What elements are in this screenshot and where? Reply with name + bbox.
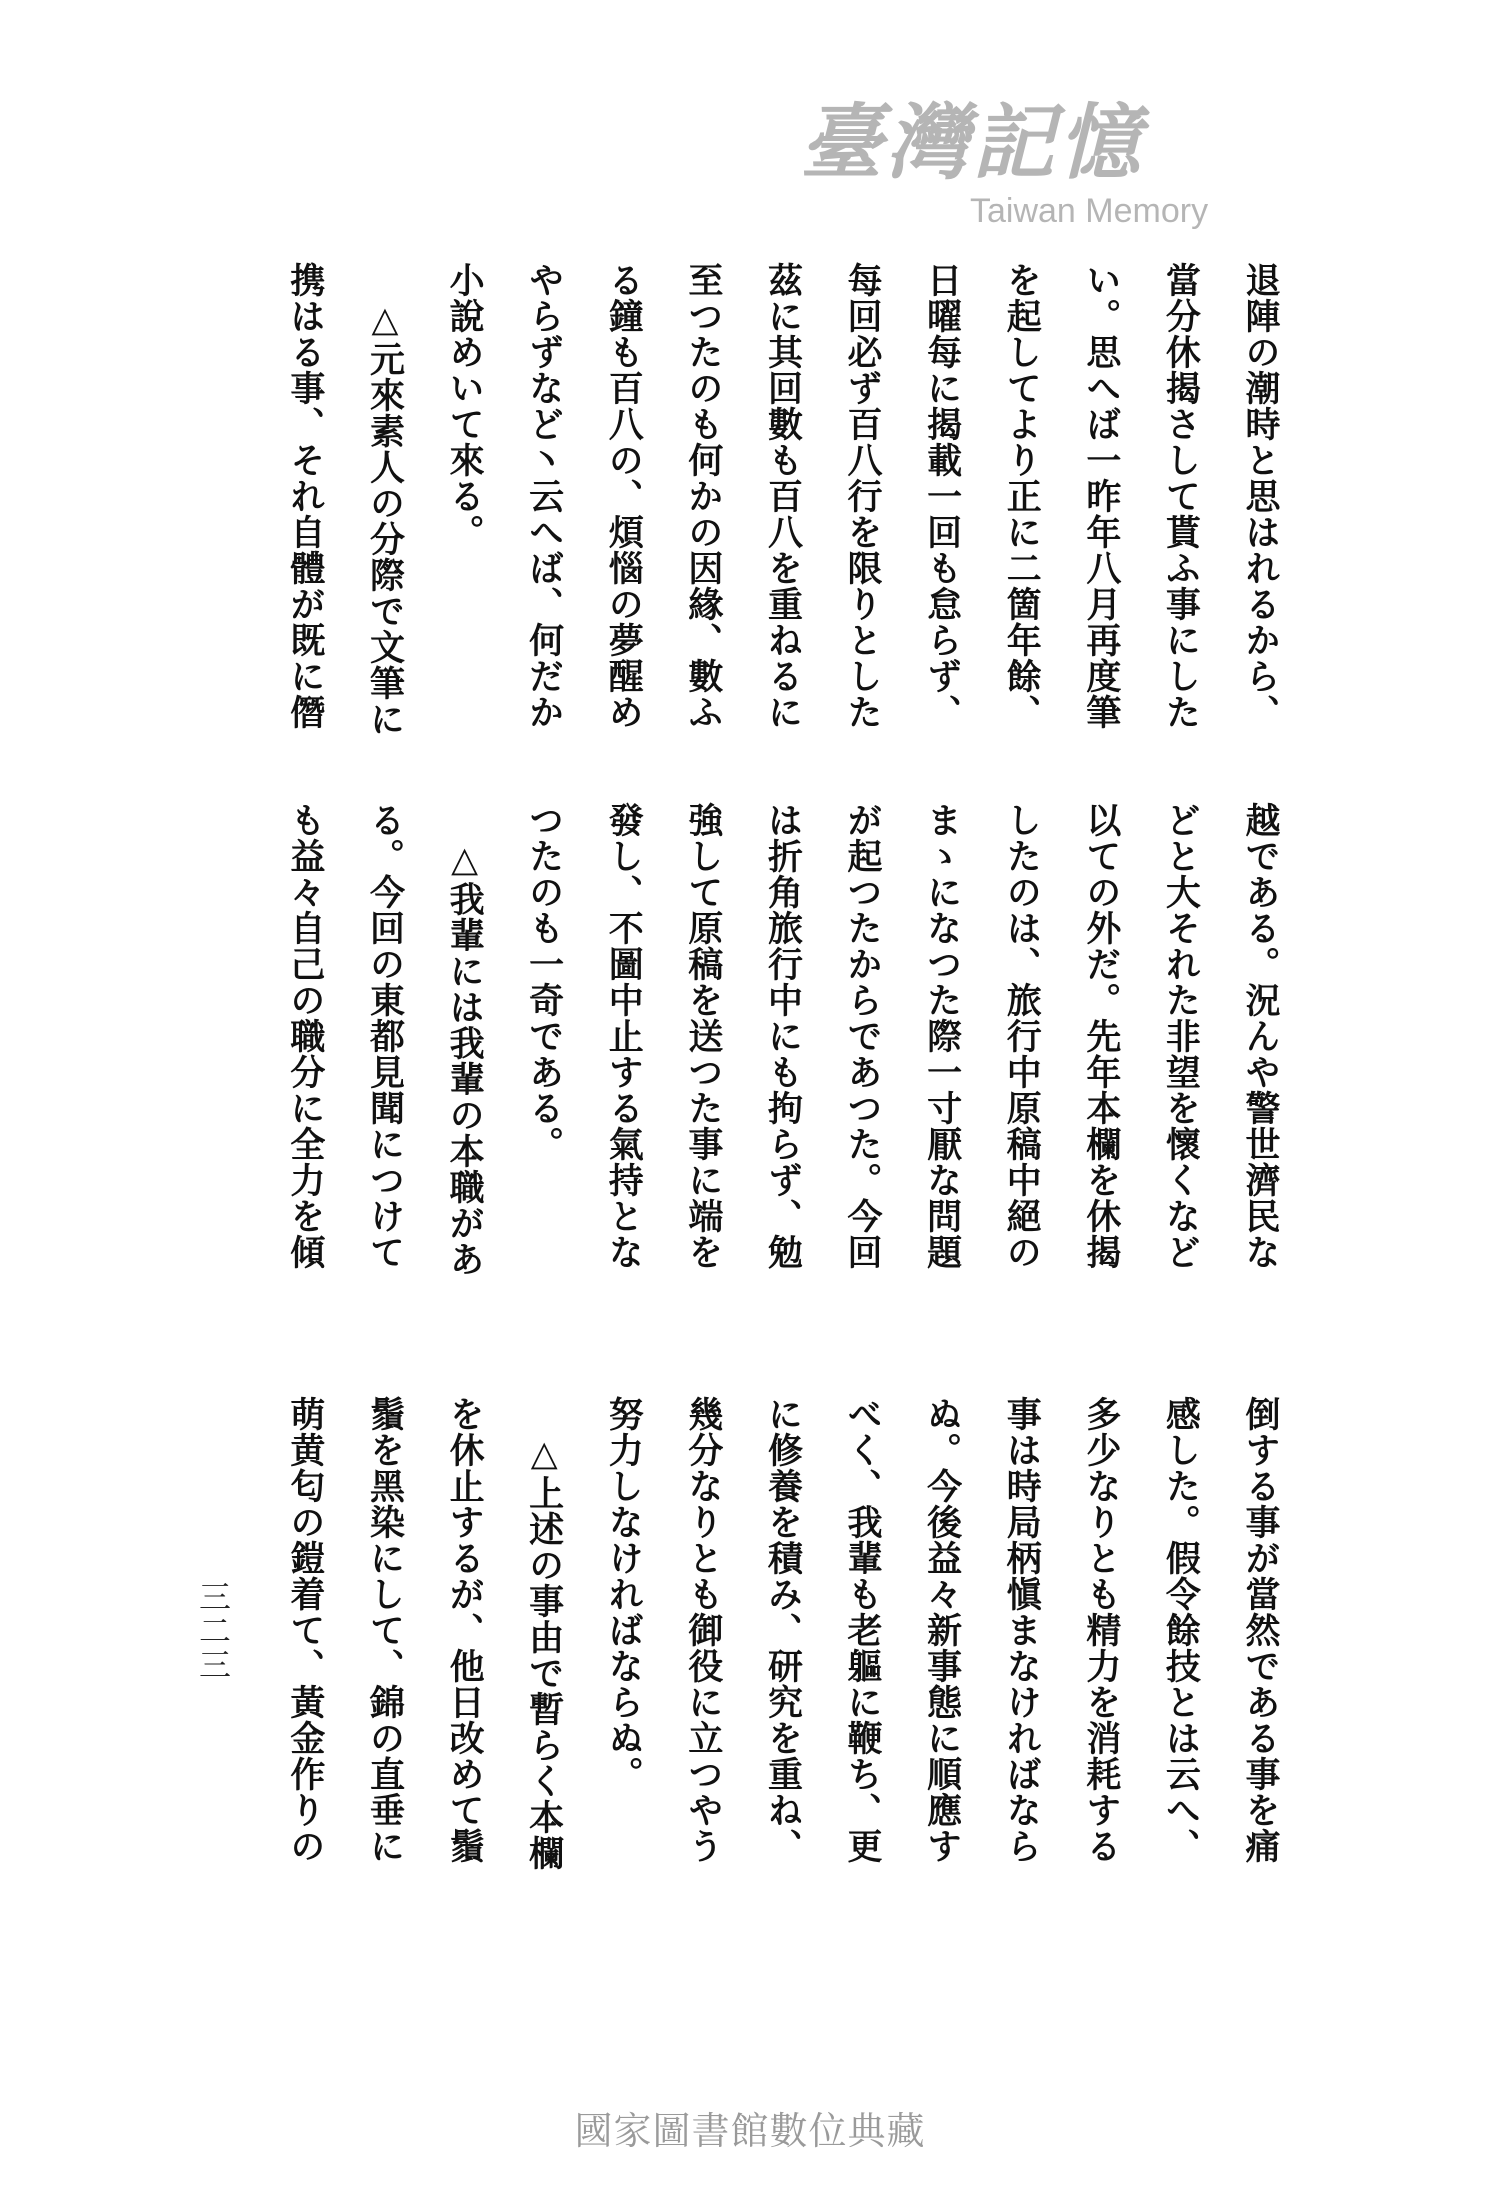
text-column: △我輩には我輩の本職があ xyxy=(444,838,486,1277)
text-column: まゝになつた際一寸厭な問題 xyxy=(921,802,963,1270)
text-column: 退陣の潮時と思はれるから、 xyxy=(1240,262,1281,730)
text-column: る。今回の東都見聞につけて xyxy=(364,802,406,1270)
text-column: 以ての外だ。先年本欄を休揭 xyxy=(1080,802,1122,1270)
text-column: △元來素人の分際で文筆に xyxy=(364,298,406,737)
text-column: 強して原稿を送つた事に端を xyxy=(682,802,724,1270)
text-column: 感した。假令餘技とは云へ、 xyxy=(1160,1396,1202,1864)
text-column: に修養を積み、研究を重ね、 xyxy=(762,1396,804,1864)
footer-attribution: 國家圖書館數位典藏 xyxy=(574,2109,926,2153)
text-column: も益々自己の職分に全力を傾 xyxy=(284,802,326,1270)
text-column: い。思へば一昨年八月再度筆 xyxy=(1080,262,1122,730)
text-column: 茲に其回數も百八を重ねるに xyxy=(762,262,804,730)
text-column: 小說めいて來る。 xyxy=(444,262,486,550)
text-column: 事は時局柄愼まなければなら xyxy=(1001,1396,1043,1864)
text-column: が起つたからであつた。今回 xyxy=(842,802,884,1270)
watermark-logo xyxy=(800,95,1208,231)
text-block-top xyxy=(265,262,1300,742)
text-column: を起してより正に二箇年餘、 xyxy=(1001,262,1043,730)
text-column: 携はる事、それ自體が既に僭 xyxy=(284,262,326,730)
text-column: 幾分なりとも御役に立つやう xyxy=(682,1396,724,1864)
watermark-english: Taiwan Memory xyxy=(970,192,1209,230)
page-number: 三二三 xyxy=(194,1580,232,1682)
text-column: は折角旅行中にも拘らず、勉 xyxy=(762,802,804,1270)
text-column: を休止するが、他日改めて鬚 xyxy=(444,1396,486,1864)
text-column: どと大それた非望を懷くなど xyxy=(1160,802,1202,1270)
text-column: 努力しなければならぬ。 xyxy=(603,1396,645,1792)
text-column: やらずなど丶云へば、何だか xyxy=(523,262,565,730)
text-column: 鬚を黑染にして、錦の直垂に xyxy=(364,1396,406,1864)
text-column: 當分休揭さして貰ふ事にした xyxy=(1160,262,1202,730)
text-column: △上述の事由で暫らく本欄 xyxy=(523,1432,565,1871)
text-column: 每回必ず百八行を限りとした xyxy=(842,262,884,730)
text-column: ぬ。今後益々新事態に順應す xyxy=(921,1396,963,1864)
text-column: つたのも一奇である。 xyxy=(523,802,565,1162)
text-column: 萌黄匂の鎧着て、黃金作りの xyxy=(284,1396,326,1864)
text-column: る鐘も百八の、煩惱の夢醒め xyxy=(603,262,645,730)
text-block-middle xyxy=(265,802,1300,1302)
watermark-chinese: 臺灣記憶 xyxy=(800,95,1144,191)
text-column: 越である。況んや警世濟民な xyxy=(1240,802,1281,1270)
text-column: 至つたのも何かの因緣、數ふ xyxy=(682,262,724,730)
text-block-bottom xyxy=(265,1396,1300,1896)
text-column: 日曜每に揭載一回も怠らず、 xyxy=(921,262,963,730)
text-column: 發し、不圖中止する氣持とな xyxy=(603,802,645,1270)
text-column: 倒する事が當然である事を痛 xyxy=(1240,1396,1281,1864)
text-column: したのは、旅行中原稿中絕の xyxy=(1001,802,1043,1270)
text-column: べく、我輩も老軀に鞭ち、更 xyxy=(842,1396,884,1864)
text-column: 多少なりとも精力を消耗する xyxy=(1080,1396,1122,1864)
